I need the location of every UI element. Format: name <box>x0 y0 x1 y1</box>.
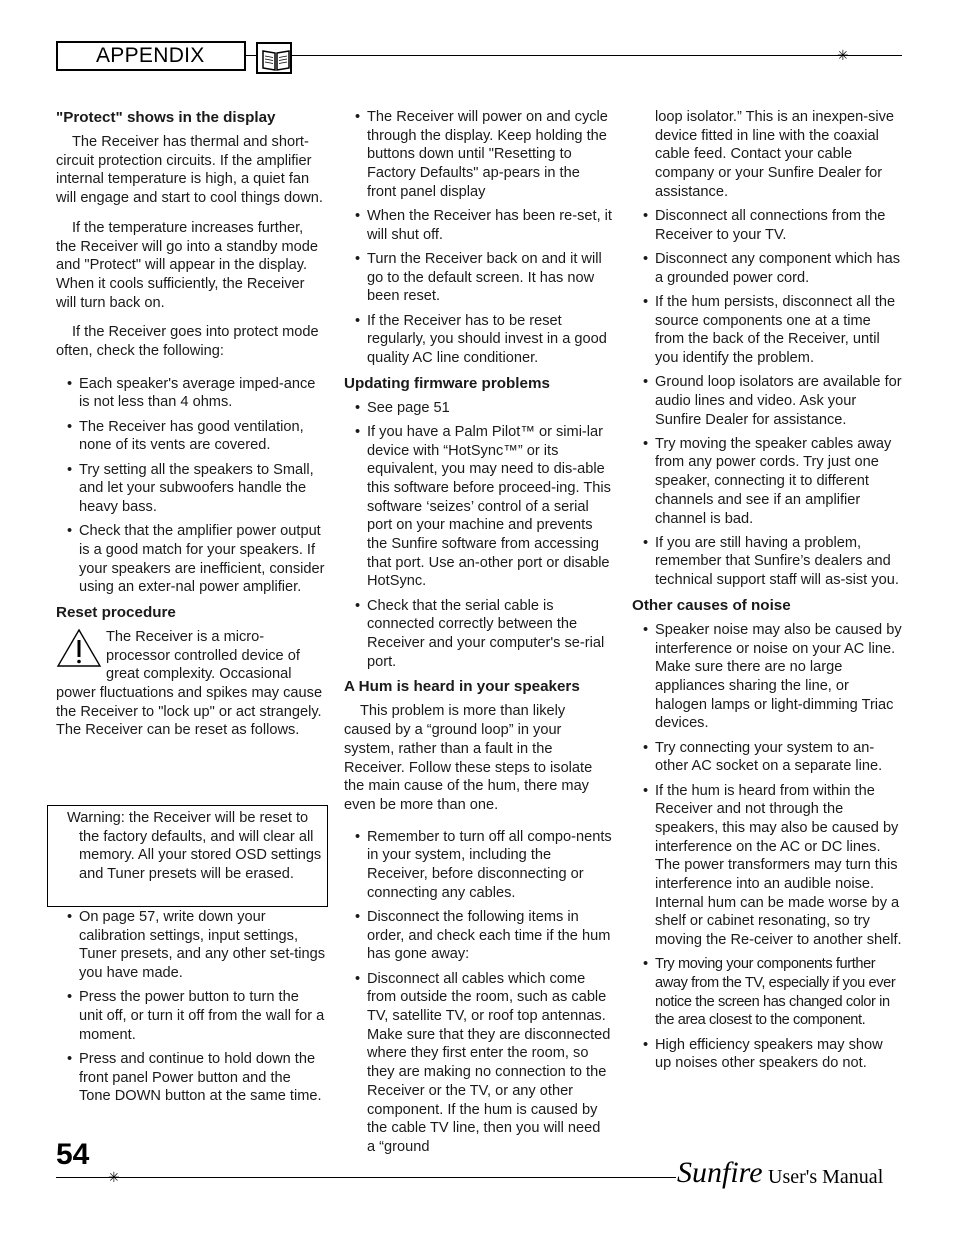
list-item: • Speaker noise may also be caused by interference or noise on your AC line. Make sure there are no large appliances sharing the line, or halogen lamps or light-dimming Triac devices. <box>632 621 902 733</box>
list-item: • Try setting all the speakers to Small, and let your subwoofers handle the heavy bass. <box>56 461 326 517</box>
protect-checklist <box>56 375 326 597</box>
reset-paragraph-wrap <box>56 628 326 740</box>
list-item: • Press the power button to turn the unit off, or turn it off from the wall for a moment. <box>56 988 326 1044</box>
list-item: • If you are still having a problem, remember that Sunfire’s dealers and technical support staff will as-sist you. <box>632 534 902 590</box>
list-item: • When the Receiver has been re-set, it will shut off. <box>344 207 612 244</box>
footer-rule <box>56 1177 676 1178</box>
heading-noise: Other causes of noise <box>632 596 791 614</box>
header-connector <box>246 55 256 56</box>
list-item: • Press and continue to hold down the front panel Power button and the Tone DOWN button at the same time. <box>56 1050 326 1106</box>
list-item: • If the Receiver has to be reset regularly, you should invest in a good quality AC line conditioner. <box>344 312 612 368</box>
header-rule <box>292 55 902 56</box>
list-item: • Try moving your components further away from the TV, especially if you ever notice the screen has changed color in the area closest to the component. <box>632 955 902 1030</box>
heading-reset: Reset procedure <box>56 603 176 621</box>
heading-firmware: Updating firmware problems <box>344 374 550 392</box>
list-item: • Try moving the speaker cables away from any power cords. Try just one speaker, connecting it to different channels and see if an amplifier channel is bad. <box>632 435 902 529</box>
list-item: • If the hum is heard from within the Receiver and not through the speakers, this may also be caused by interference on the AC or DC lines. The power transformers may turn this interference into an audible noise. Internal hum can be made worse by a shelf or cabinet resonating, so try moving the Re-ceiver to another shelf. <box>632 782 902 950</box>
paragraph: If the Receiver goes into protect mode often, check the following: <box>56 324 319 360</box>
list-item: • Check that the amplifier power output is a good match for your speakers. If your speakers are inefficient, consider using an exter-nal power amplifier. <box>56 522 326 597</box>
list-item: • If the hum persists, disconnect all the source components one at a time from the back of the Receiver, until you identify the problem. <box>632 293 902 368</box>
section-title: APPENDIX <box>96 44 205 67</box>
list-item-continued: loop isolator.” This is an inexpen-sive device fitted in line with the coaxial cable feed. Contact your cable company or your Sunfire Dealer for assistance. <box>655 109 895 200</box>
list-item: • Each speaker's average imped-ance is not less than 4 ohms. <box>56 375 326 412</box>
star-ornament-icon: ✳ <box>108 1170 120 1186</box>
warning-text: Warning: the Receiver will be reset to the factory defaults, and will clear all memory. All your stored OSD settings and Tuner presets will be erased. <box>67 810 322 883</box>
list-item: • Remember to turn off all compo-nents in your system, including the Receiver, before disconnecting or connecting any cables. <box>344 828 612 903</box>
list-item: • Disconnect the following items in order, and check each time if the hum has gone away: <box>344 908 612 964</box>
reset-paragraph: The Receiver is a micro-processor controlled device of great complexity. Occasional power fluctuations and spikes may cause the Receiver to "lock up" or act strangely. The Receiver can be reset as follows. <box>56 628 323 739</box>
list-item: • Disconnect all connections from the Receiver to your TV. <box>632 207 902 244</box>
book-icon <box>256 42 292 74</box>
list-item: • Ground loop isolators are available for audio lines and video. Ask your Sunfire Dealer for assistance. <box>632 373 902 429</box>
brand-logo: Sunfire <box>677 1156 763 1189</box>
list-item: • Disconnect all cables which come from outside the room, such as cable TV, satellite TV, or roof top antennas. Make sure that they are disconnected where they first enter the room, so they are making no connection to the Receiver or the TV, or any other component. If the hum is caused by the cable TV line, then you will need a “ground <box>344 970 612 1157</box>
paragraph: If the temperature increases further, the Receiver will go into a standby mode and "Protect" will appear in the display. When it cools sufficiently, the Receiver will turn back on. <box>56 219 319 311</box>
heading-hum: A Hum is heard in your speakers <box>344 678 580 696</box>
paragraph: This problem is more than likely caused by a “ground loop” in your system, rather than a fault in the Receiver. Follow these steps to isolate the main cause of the hum, there may even be more than one. <box>344 703 593 813</box>
page-number: 54 <box>56 1138 90 1171</box>
star-ornament-icon: ✳ <box>837 48 849 64</box>
warning-text-block <box>56 809 326 890</box>
reset-steps <box>56 908 326 1112</box>
paragraph: The Receiver has thermal and short-circuit protection circuits. If the amplifier internal temperature is high, a quiet fan will engage and start to cool things down. <box>56 134 323 207</box>
list-item: • Disconnect any component which has a grounded power cord. <box>632 250 902 287</box>
column-3 <box>632 108 902 1079</box>
column-1 <box>56 108 326 751</box>
list-item: • The Receiver has good ventilation, none of its vents are covered. <box>56 418 326 455</box>
heading-protect: "Protect" shows in the display <box>56 109 276 126</box>
list-item: • If you have a Palm Pilot™ or simi-lar device with “HotSync™” or its equivalent, you may need to dis-able this software before proceed-ing. This software ‘seizes’ control of a serial port on your machine and prevents the Sunfire software from accessing that port. Use an-other port or disable HotSync. <box>344 423 612 591</box>
column-2 <box>344 108 612 1163</box>
list-item: • Turn the Receiver back on and it will go to the default screen. It has now been reset. <box>344 250 612 306</box>
list-item: • See page 51 <box>344 399 612 418</box>
list-item: • On page 57, write down your calibration settings, input settings, Tuner presets, and any other set-tings you have made. <box>56 908 326 983</box>
warning-triangle-icon <box>56 628 102 668</box>
brand-suffix: User's Manual <box>768 1166 884 1188</box>
list-item: • Check that the serial cable is connected correctly between the Receiver and your computer's se-rial port. <box>344 597 612 672</box>
list-item: • The Receiver will power on and cycle through the display. Keep holding the buttons down until "Resetting to Factory Defaults" ap-pears in the front panel display <box>344 108 612 202</box>
list-item: • Try connecting your system to an-other AC socket on a separate line. <box>632 739 902 776</box>
list-item: • High efficiency speakers may show up noises other speakers do not. <box>632 1036 902 1073</box>
